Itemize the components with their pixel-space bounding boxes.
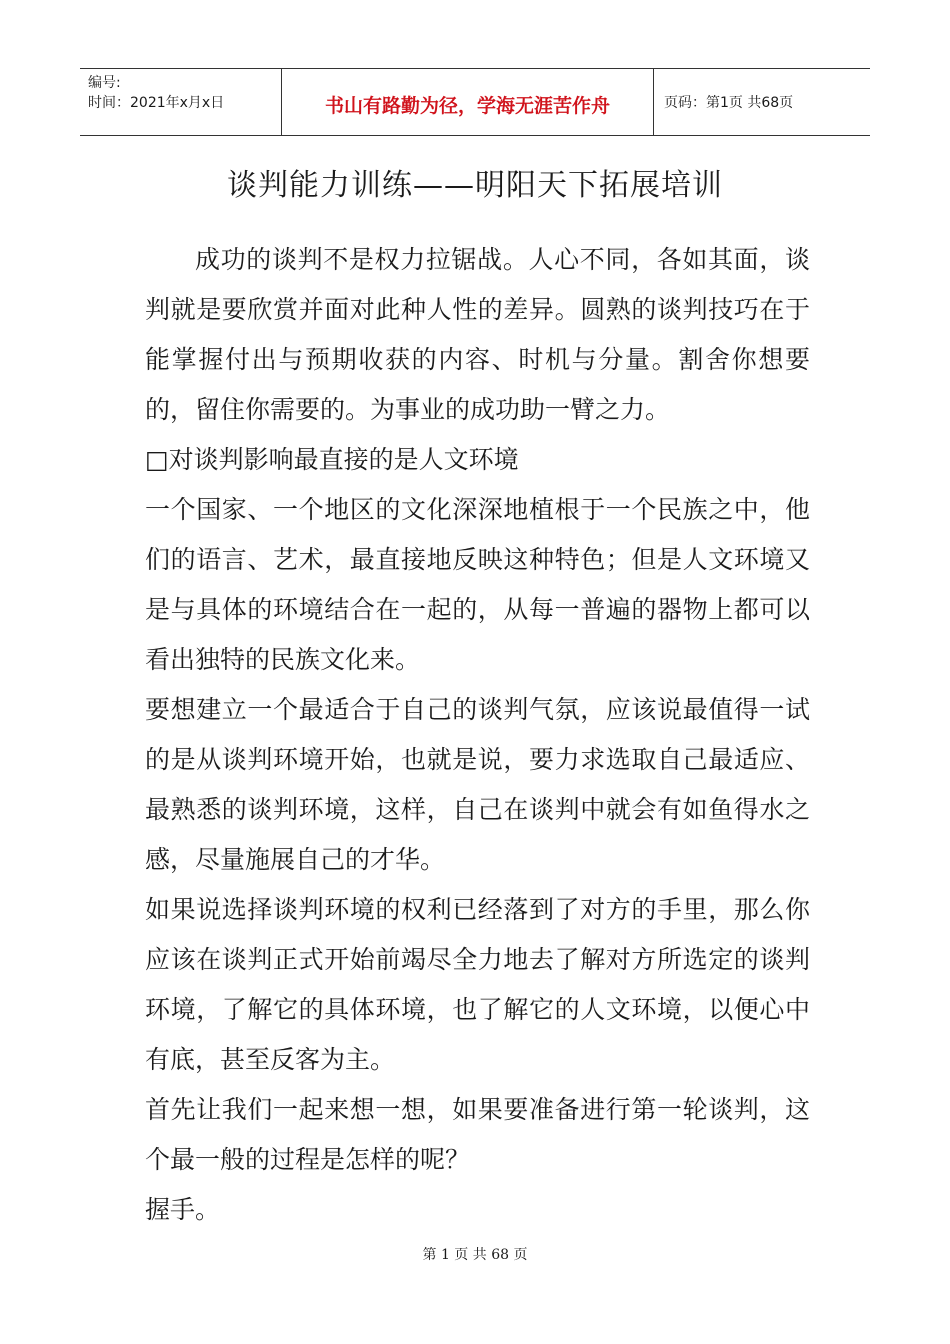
document-body: [145, 235, 810, 1235]
paragraph-intro: 成功的谈判不是权力拉锯战。人心不同，各如其面，谈判就是要欣赏并面对此种人性的差异。圆熟的谈判技巧在于能掌握付出与预期收获的内容、时机与分量。割舍你想要的，留住你需要的。为事业的成功助一臂之力。: [145, 245, 810, 424]
document-title: 谈判能力训练——明阳天下拓展培训: [227, 168, 723, 203]
paragraph: 首先让我们一起来想一想，如果要准备进行第一轮谈判，这个最一般的过程是怎样的呢？: [145, 1095, 810, 1174]
header-page-info: 页码：第1页 共68页: [664, 95, 794, 111]
header-meta-cell: [80, 69, 282, 135]
header-motto: 书山有路勤为径，学海无涯苦作舟: [282, 69, 654, 135]
paragraph: 一个国家、一个地区的文化深深地植根于一个民族之中，他们的语言、艺术，最直接地反映这种特色；但是人文环境又是与具体的环境结合在一起的，从每一普遍的器物上都可以看出独特的民族文化来。: [145, 495, 810, 674]
header-table: [80, 68, 870, 136]
paragraph: 握手。: [145, 1195, 221, 1224]
document-number-label: 编号:: [88, 75, 121, 91]
paragraph: 要想建立一个最适合于自己的谈判气氛，应该说最值得一试的是从谈判环境开始，也就是说，要力求选取自己最适应、最熟悉的谈判环境，这样，自己在谈判中就会有如鱼得水之感，尽量施展自己的才华。: [145, 695, 810, 874]
page-footer: 第 1 页 共 68 页: [422, 1247, 528, 1263]
paragraph: 如果说选择谈判环境的权利已经落到了对方的手里，那么你应该在谈判正式开始前竭尽全力地去了解对方所选定的谈判环境，了解它的具体环境，也了解它的人文环境，以便心中有底，甚至反客为主。: [145, 895, 810, 1074]
section-heading: □对谈判影响最直接的是人文环境: [145, 445, 519, 474]
document-time-label: 时间：2021年x月x日: [88, 95, 225, 111]
